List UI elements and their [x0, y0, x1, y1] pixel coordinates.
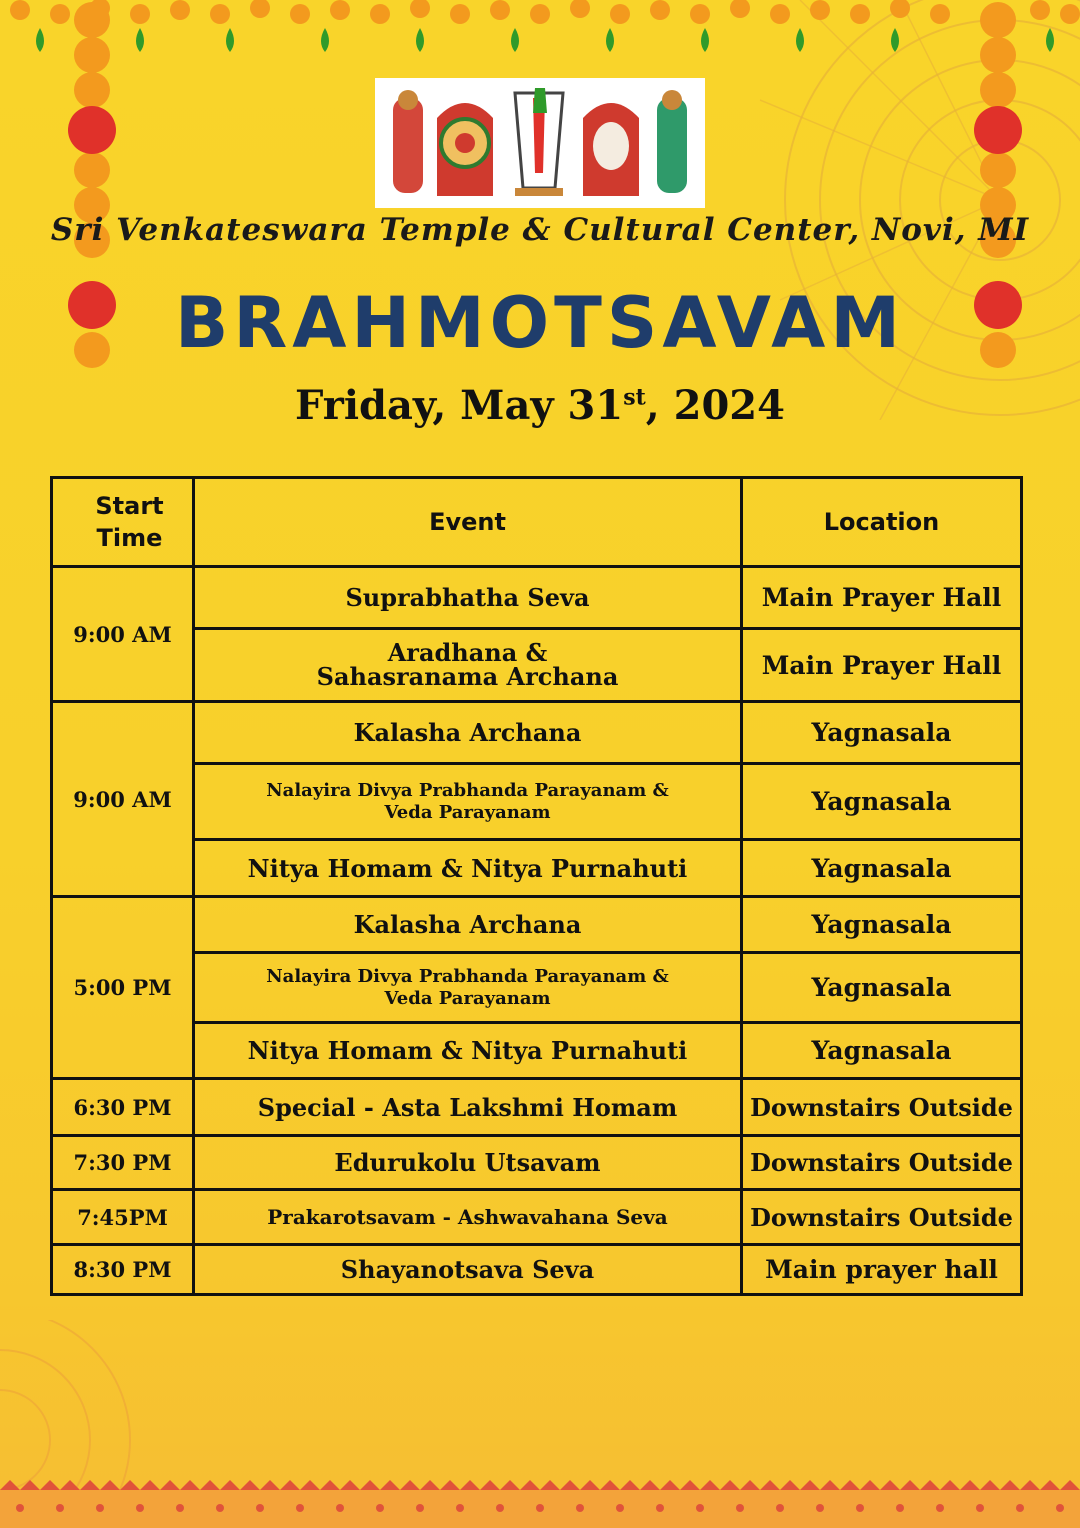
location-cell: Downstairs Outside — [742, 1079, 1022, 1136]
deity-figure-right — [657, 90, 687, 193]
namam-icon — [515, 88, 563, 196]
location-cell: Yagnasala — [742, 897, 1022, 953]
time-cell: 5:00 PM — [52, 897, 194, 1079]
event-cell: Shayanotsava Seva — [194, 1245, 742, 1295]
table-row — [52, 1079, 1022, 1136]
event-date — [0, 382, 1080, 429]
event-cell: Suprabhatha Seva — [194, 567, 742, 629]
schedule-table — [50, 476, 1023, 1296]
decorative-border-bottom — [0, 1450, 1080, 1528]
event-cell: Nitya Homam & Nitya Purnahuti — [194, 840, 742, 897]
page-title: BRAHMOTSAVAM — [174, 282, 906, 364]
event-cell: Kalasha Archana — [194, 897, 742, 953]
location-cell: Yagnasala — [742, 1023, 1022, 1079]
table-row — [52, 1190, 1022, 1245]
table-row — [52, 897, 1022, 953]
location-cell: Downstairs Outside — [742, 1190, 1022, 1245]
time-cell: 9:00 AM — [52, 567, 194, 702]
event-cell: Prakarotsavam - Ashwavahana Seva — [194, 1190, 742, 1245]
event-cell: Nalayira Divya Prabhanda Parayanam & Veda Parayanam — [194, 764, 742, 840]
header-location: Location — [742, 478, 1022, 567]
event-cell: Special - Asta Lakshmi Homam — [194, 1079, 742, 1136]
event-cell: Kalasha Archana — [194, 702, 742, 764]
table-row — [52, 840, 1022, 897]
event-cell: Nitya Homam & Nitya Purnahuti — [194, 1023, 742, 1079]
time-cell: 6:30 PM — [52, 1079, 194, 1136]
header-event: Event — [194, 478, 742, 567]
location-cell: Main prayer hall — [742, 1245, 1022, 1295]
header-start-time: Start Time — [52, 478, 194, 567]
table-row — [52, 1136, 1022, 1190]
location-cell: Yagnasala — [742, 702, 1022, 764]
table-row — [52, 953, 1022, 1023]
table-row — [52, 1245, 1022, 1295]
location-cell: Downstairs Outside — [742, 1136, 1022, 1190]
location-cell: Main Prayer Hall — [742, 567, 1022, 629]
time-cell: 7:45PM — [52, 1190, 194, 1245]
flower-garland-top — [0, 0, 1080, 60]
table-row — [52, 764, 1022, 840]
date-suffix: st — [623, 384, 646, 411]
time-cell: 7:30 PM — [52, 1136, 194, 1190]
event-cell: Nalayira Divya Prabhanda Parayanam & Veda Parayanam — [194, 953, 742, 1023]
deity-figure-left — [393, 90, 423, 193]
chakra-icon — [437, 103, 493, 196]
event-cell: Edurukolu Utsavam — [194, 1136, 742, 1190]
time-cell: 9:00 AM — [52, 702, 194, 897]
location-cell: Yagnasala — [742, 764, 1022, 840]
temple-name: Sri Venkateswara Temple & Cultural Center, Novi, MI — [50, 212, 1030, 248]
date-main: Friday, May 31 — [295, 382, 624, 429]
date-year: , 2024 — [645, 382, 785, 429]
conch-icon — [583, 103, 639, 196]
location-cell: Yagnasala — [742, 840, 1022, 897]
table-row — [52, 629, 1022, 702]
location-cell: Yagnasala — [742, 953, 1022, 1023]
table-row — [52, 567, 1022, 629]
table-row — [52, 702, 1022, 764]
event-cell: Aradhana & Sahasranama Archana — [194, 629, 742, 702]
table-row — [52, 1023, 1022, 1079]
temple-logo — [375, 78, 705, 208]
time-cell: 8:30 PM — [52, 1245, 194, 1295]
location-cell: Main Prayer Hall — [742, 629, 1022, 702]
table-header-row — [52, 478, 1022, 567]
